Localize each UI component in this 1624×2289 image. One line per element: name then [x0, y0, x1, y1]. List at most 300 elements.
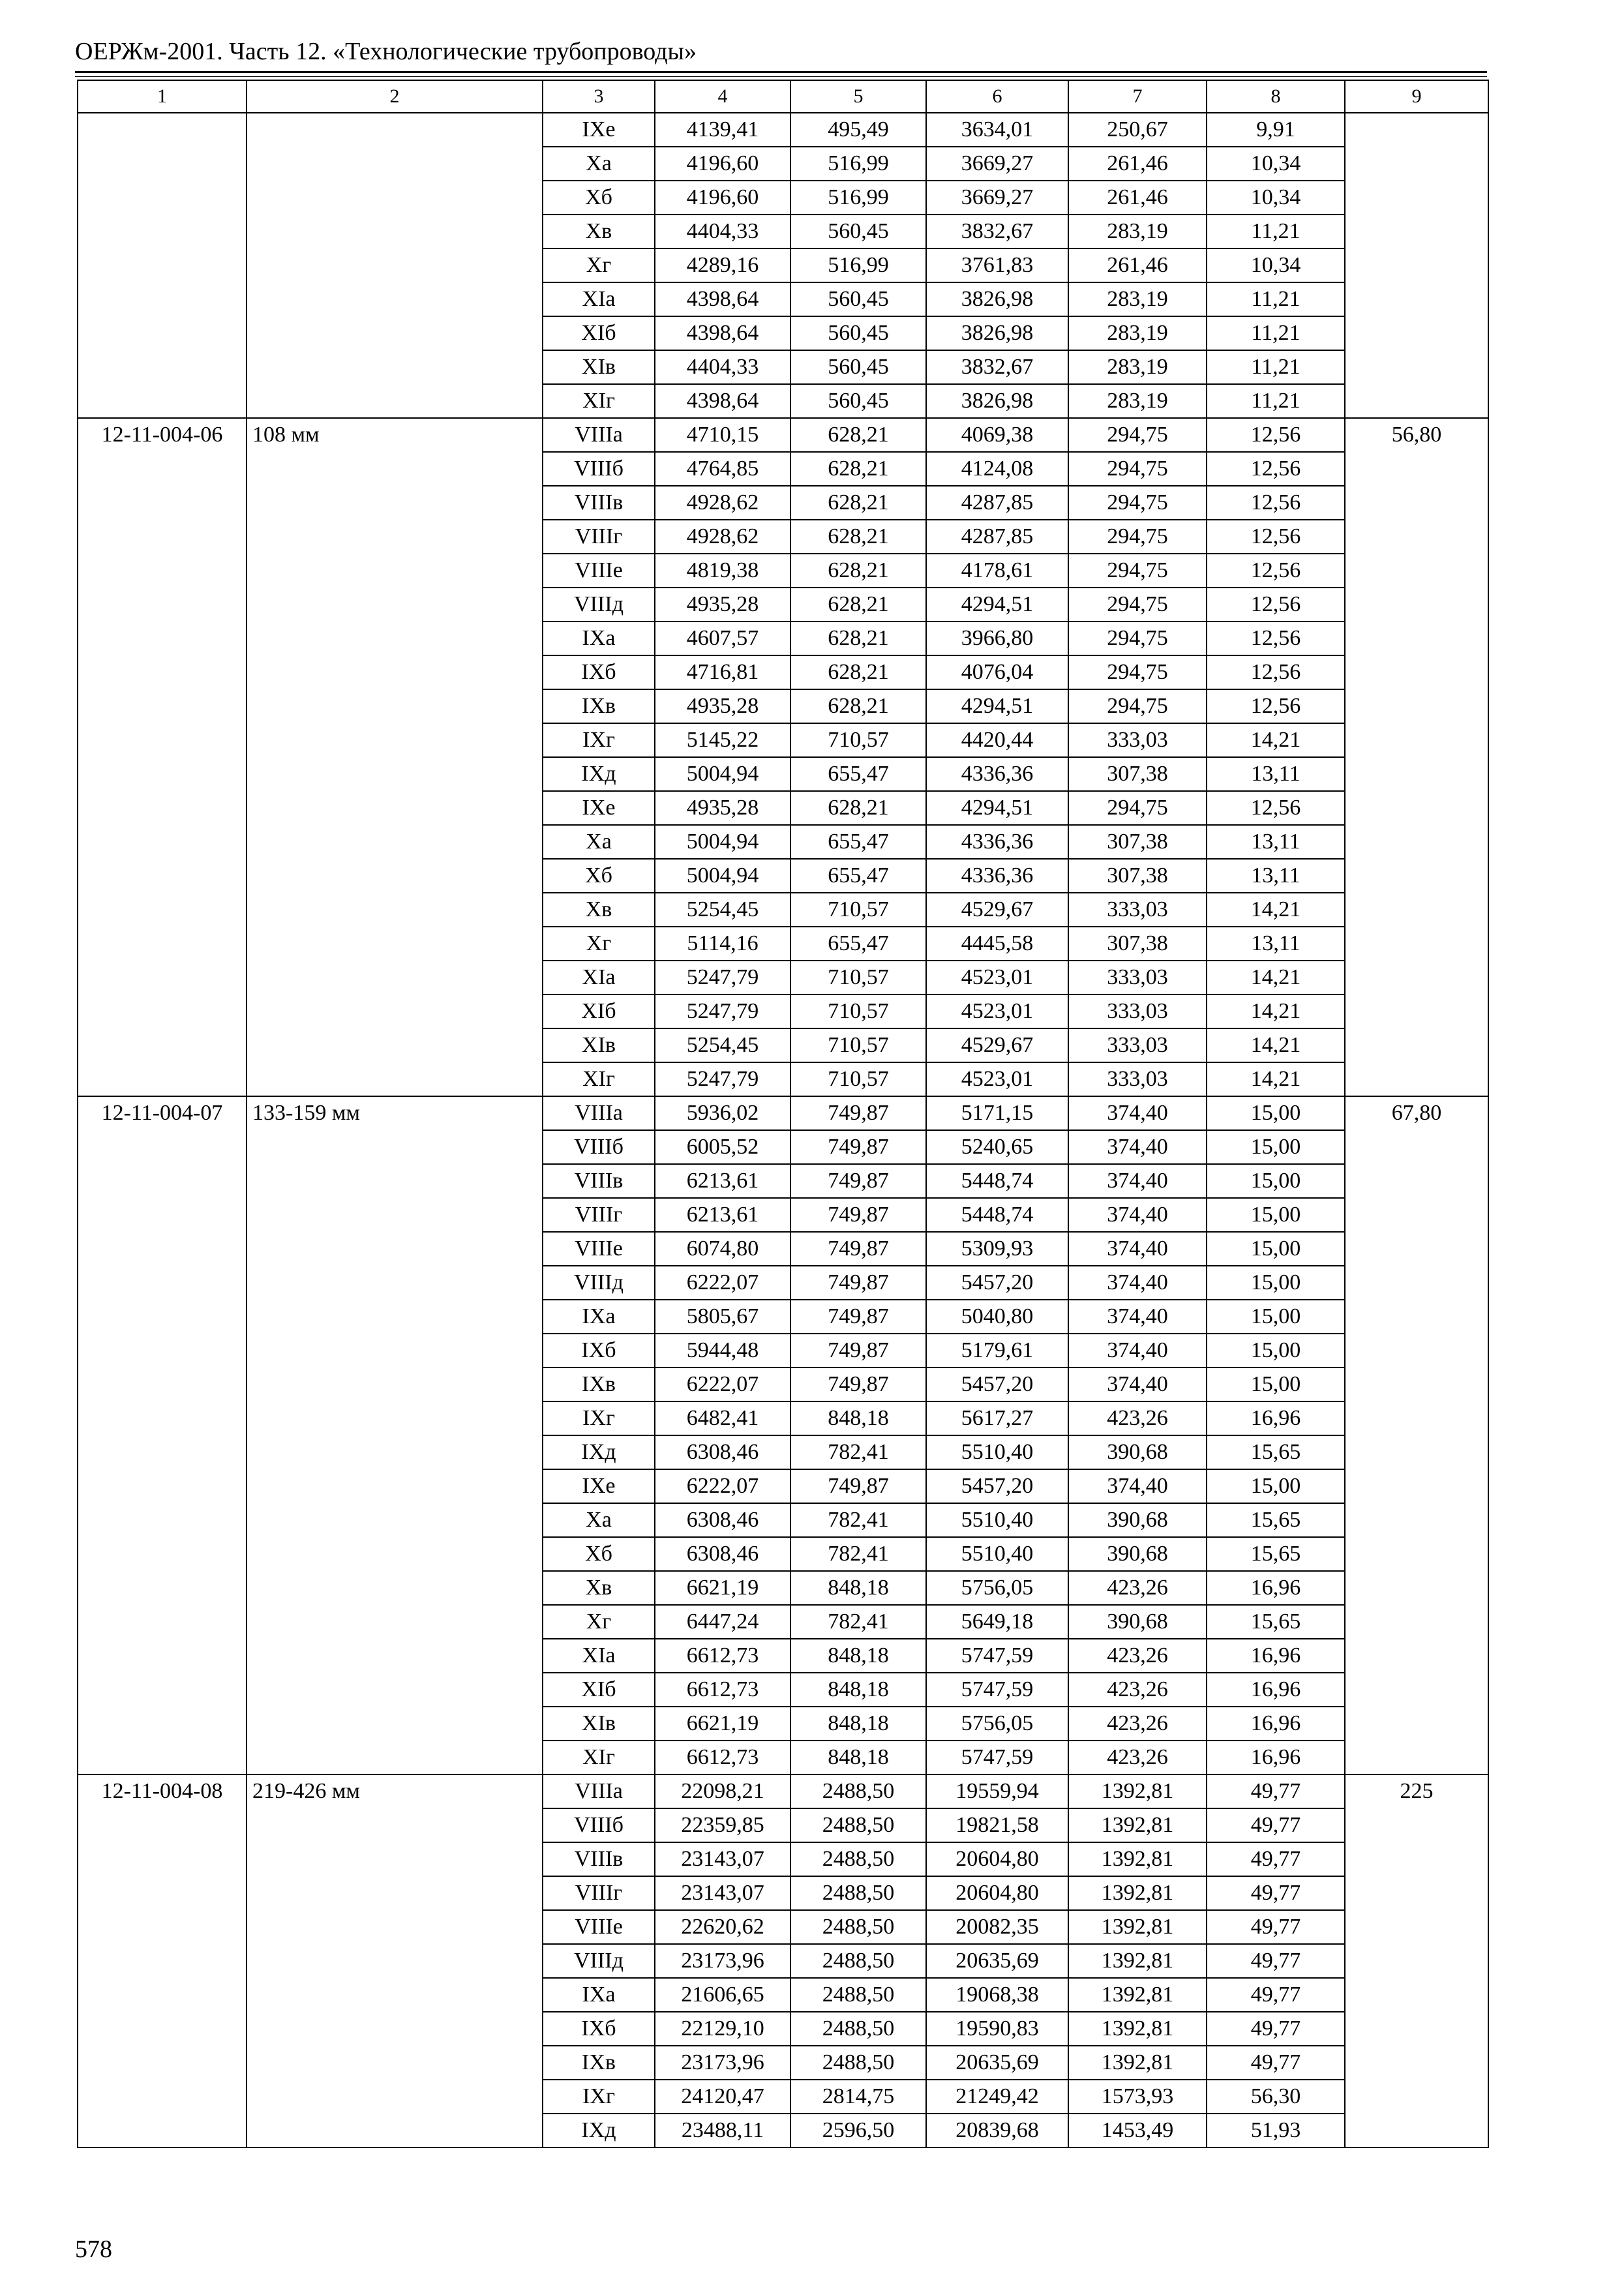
wages-cell: 655,47: [790, 825, 926, 859]
row-index-cell: VIIIв: [543, 1842, 655, 1876]
machines-cell: 307,38: [1068, 859, 1207, 893]
machines-cell: 333,03: [1068, 893, 1207, 927]
row-index-cell: VIIIб: [543, 1808, 655, 1842]
total-cost-cell: 5936,02: [655, 1096, 790, 1130]
row-index-cell: VIIIд: [543, 588, 655, 621]
labor-cell: 15,65: [1207, 1503, 1345, 1537]
machines-cell: 333,03: [1068, 961, 1207, 995]
materials-cell: 5756,05: [926, 1707, 1068, 1741]
materials-cell: 19821,58: [926, 1808, 1068, 1842]
total-cost-cell: 4819,38: [655, 554, 790, 588]
labor-cell: 16,96: [1207, 1571, 1345, 1605]
total-cost-cell: 5254,45: [655, 893, 790, 927]
row-index-cell: IXд: [543, 1435, 655, 1469]
labor-cell: 56,30: [1207, 2080, 1345, 2114]
column-number-header: 6: [926, 80, 1068, 113]
total-cost-cell: 4398,64: [655, 384, 790, 418]
total-cost-cell: 5004,94: [655, 859, 790, 893]
labor-cell: 12,56: [1207, 418, 1345, 452]
machines-cell: 294,75: [1068, 486, 1207, 520]
labor-cell: 16,96: [1207, 1639, 1345, 1673]
machines-cell: 307,38: [1068, 757, 1207, 791]
labor-cell: 13,11: [1207, 757, 1345, 791]
machines-cell: 333,03: [1068, 995, 1207, 1028]
item-mass-cell: 56,80: [1345, 418, 1488, 1096]
labor-cell: 12,56: [1207, 486, 1345, 520]
column-number-header: 8: [1207, 80, 1345, 113]
labor-cell: 51,93: [1207, 2114, 1345, 2147]
total-cost-cell: 5247,79: [655, 995, 790, 1028]
wages-cell: 749,87: [790, 1198, 926, 1232]
wages-cell: 655,47: [790, 757, 926, 791]
row-index-cell: XIв: [543, 1028, 655, 1062]
machines-cell: 294,75: [1068, 554, 1207, 588]
labor-cell: 10,34: [1207, 181, 1345, 215]
materials-cell: 4287,85: [926, 520, 1068, 554]
row-index-cell: VIIIв: [543, 1164, 655, 1198]
wages-cell: 655,47: [790, 859, 926, 893]
wages-cell: 516,99: [790, 181, 926, 215]
wages-cell: 782,41: [790, 1435, 926, 1469]
machines-cell: 1392,81: [1068, 1944, 1207, 1978]
row-index-cell: IXг: [543, 723, 655, 757]
machines-cell: 1392,81: [1068, 1808, 1207, 1842]
row-index-cell: VIIIг: [543, 1198, 655, 1232]
total-cost-cell: 4289,16: [655, 248, 790, 282]
materials-cell: 5040,80: [926, 1300, 1068, 1334]
machines-cell: 390,68: [1068, 1537, 1207, 1571]
labor-cell: 15,00: [1207, 1334, 1345, 1368]
materials-cell: 20604,80: [926, 1876, 1068, 1910]
row-index-cell: VIIIа: [543, 1774, 655, 1808]
wages-cell: 749,87: [790, 1469, 926, 1503]
row-index-cell: Xа: [543, 825, 655, 859]
row-index-cell: XIб: [543, 316, 655, 350]
wages-cell: 749,87: [790, 1266, 926, 1300]
machines-cell: 374,40: [1068, 1130, 1207, 1164]
labor-cell: 15,00: [1207, 1164, 1345, 1198]
machines-cell: 1392,81: [1068, 1978, 1207, 2012]
materials-cell: 5448,74: [926, 1198, 1068, 1232]
labor-cell: 49,77: [1207, 1876, 1345, 1910]
materials-cell: 3669,27: [926, 147, 1068, 181]
materials-cell: 4529,67: [926, 1028, 1068, 1062]
total-cost-cell: 4196,60: [655, 147, 790, 181]
machines-cell: 261,46: [1068, 248, 1207, 282]
materials-cell: 3826,98: [926, 384, 1068, 418]
wages-cell: 628,21: [790, 486, 926, 520]
wages-cell: 749,87: [790, 1130, 926, 1164]
materials-cell: 5510,40: [926, 1537, 1068, 1571]
wages-cell: 628,21: [790, 655, 926, 689]
total-cost-cell: 4607,57: [655, 621, 790, 655]
total-cost-cell: 4710,15: [655, 418, 790, 452]
wages-cell: 2488,50: [790, 1876, 926, 1910]
materials-cell: 4336,36: [926, 859, 1068, 893]
total-cost-cell: 6222,07: [655, 1469, 790, 1503]
machines-cell: 1392,81: [1068, 1842, 1207, 1876]
row-index-cell: Xг: [543, 1605, 655, 1639]
wages-cell: 710,57: [790, 893, 926, 927]
labor-cell: 15,00: [1207, 1266, 1345, 1300]
materials-cell: 4124,08: [926, 452, 1068, 486]
total-cost-cell: 4404,33: [655, 215, 790, 248]
materials-cell: 5171,15: [926, 1096, 1068, 1130]
row-index-cell: IXд: [543, 757, 655, 791]
materials-cell: 4294,51: [926, 791, 1068, 825]
wages-cell: 516,99: [790, 147, 926, 181]
total-cost-cell: 22098,21: [655, 1774, 790, 1808]
row-index-cell: XIг: [543, 1062, 655, 1096]
machines-cell: 294,75: [1068, 418, 1207, 452]
labor-cell: 16,96: [1207, 1673, 1345, 1707]
total-cost-cell: 5004,94: [655, 825, 790, 859]
machines-cell: 1392,81: [1068, 1774, 1207, 1808]
materials-cell: 5457,20: [926, 1469, 1068, 1503]
labor-cell: 15,00: [1207, 1368, 1345, 1401]
wages-cell: 848,18: [790, 1639, 926, 1673]
materials-cell: 21249,42: [926, 2080, 1068, 2114]
row-index-cell: IXв: [543, 1368, 655, 1401]
wages-cell: 516,99: [790, 248, 926, 282]
row-index-cell: Xв: [543, 215, 655, 248]
row-index-cell: XIб: [543, 1673, 655, 1707]
materials-cell: 4178,61: [926, 554, 1068, 588]
row-index-cell: VIIIе: [543, 1910, 655, 1944]
labor-cell: 49,77: [1207, 1910, 1345, 1944]
labor-cell: 14,21: [1207, 723, 1345, 757]
row-index-cell: Xв: [543, 893, 655, 927]
labor-cell: 15,00: [1207, 1469, 1345, 1503]
machines-cell: 294,75: [1068, 791, 1207, 825]
total-cost-cell: 6074,80: [655, 1232, 790, 1266]
machines-cell: 283,19: [1068, 282, 1207, 316]
labor-cell: 16,96: [1207, 1741, 1345, 1774]
machines-cell: 374,40: [1068, 1232, 1207, 1266]
machines-cell: 374,40: [1068, 1266, 1207, 1300]
labor-cell: 12,56: [1207, 621, 1345, 655]
labor-cell: 15,00: [1207, 1232, 1345, 1266]
machines-cell: 307,38: [1068, 825, 1207, 859]
materials-cell: 4445,58: [926, 927, 1068, 961]
table-row: [78, 1774, 1488, 1808]
labor-cell: 15,65: [1207, 1605, 1345, 1639]
machines-cell: 374,40: [1068, 1096, 1207, 1130]
wages-cell: 749,87: [790, 1164, 926, 1198]
wages-cell: 2596,50: [790, 2114, 926, 2147]
total-cost-cell: 4764,85: [655, 452, 790, 486]
wages-cell: 782,41: [790, 1605, 926, 1639]
wages-cell: 2488,50: [790, 2046, 926, 2080]
materials-cell: 5448,74: [926, 1164, 1068, 1198]
total-cost-cell: 6308,46: [655, 1435, 790, 1469]
item-name-cell: [247, 113, 543, 418]
labor-cell: 14,21: [1207, 1028, 1345, 1062]
labor-cell: 16,96: [1207, 1401, 1345, 1435]
row-index-cell: VIIIа: [543, 1096, 655, 1130]
materials-cell: 4523,01: [926, 995, 1068, 1028]
table-row: [78, 1096, 1488, 1130]
header-rule-thin: [75, 76, 1487, 77]
total-cost-cell: 24120,47: [655, 2080, 790, 2114]
wages-cell: 848,18: [790, 1707, 926, 1741]
row-index-cell: Xб: [543, 181, 655, 215]
row-index-cell: IXг: [543, 2080, 655, 2114]
row-index-cell: VIIIв: [543, 486, 655, 520]
total-cost-cell: 6222,07: [655, 1266, 790, 1300]
labor-cell: 14,21: [1207, 1062, 1345, 1096]
document-header: ОЕРЖм-2001. Часть 12. «Технологические трубопроводы»: [75, 38, 697, 65]
labor-cell: 15,65: [1207, 1537, 1345, 1571]
machines-cell: 261,46: [1068, 181, 1207, 215]
labor-cell: 12,56: [1207, 452, 1345, 486]
materials-cell: 5747,59: [926, 1673, 1068, 1707]
labor-cell: 12,56: [1207, 689, 1345, 723]
labor-cell: 11,21: [1207, 384, 1345, 418]
total-cost-cell: 5805,67: [655, 1300, 790, 1334]
wages-cell: 628,21: [790, 418, 926, 452]
labor-cell: 49,77: [1207, 1774, 1345, 1808]
column-number-header: 9: [1345, 80, 1488, 113]
machines-cell: 283,19: [1068, 316, 1207, 350]
wages-cell: 628,21: [790, 689, 926, 723]
wages-cell: 2488,50: [790, 2012, 926, 2046]
materials-cell: 5649,18: [926, 1605, 1068, 1639]
labor-cell: 16,96: [1207, 1707, 1345, 1741]
total-cost-cell: 23488,11: [655, 2114, 790, 2147]
machines-cell: 374,40: [1068, 1198, 1207, 1232]
wages-cell: 2488,50: [790, 1910, 926, 1944]
machines-cell: 283,19: [1068, 384, 1207, 418]
wages-cell: 560,45: [790, 316, 926, 350]
row-index-cell: Xа: [543, 1503, 655, 1537]
labor-cell: 10,34: [1207, 147, 1345, 181]
machines-cell: 261,46: [1068, 147, 1207, 181]
materials-cell: 3966,80: [926, 621, 1068, 655]
labor-cell: 49,77: [1207, 1978, 1345, 2012]
machines-cell: 333,03: [1068, 723, 1207, 757]
wages-cell: 749,87: [790, 1368, 926, 1401]
machines-cell: 423,26: [1068, 1401, 1207, 1435]
materials-cell: 4420,44: [926, 723, 1068, 757]
machines-cell: 374,40: [1068, 1164, 1207, 1198]
materials-cell: 5240,65: [926, 1130, 1068, 1164]
labor-cell: 12,56: [1207, 655, 1345, 689]
machines-cell: 294,75: [1068, 621, 1207, 655]
wages-cell: 710,57: [790, 723, 926, 757]
labor-cell: 15,00: [1207, 1130, 1345, 1164]
row-index-cell: XIа: [543, 961, 655, 995]
wages-cell: 848,18: [790, 1741, 926, 1774]
labor-cell: 14,21: [1207, 995, 1345, 1028]
materials-cell: 5617,27: [926, 1401, 1068, 1435]
machines-cell: 1392,81: [1068, 1876, 1207, 1910]
row-index-cell: Xг: [543, 927, 655, 961]
machines-cell: 423,26: [1068, 1673, 1207, 1707]
total-cost-cell: 6447,24: [655, 1605, 790, 1639]
labor-cell: 11,21: [1207, 316, 1345, 350]
row-index-cell: VIIIе: [543, 1232, 655, 1266]
total-cost-cell: 6612,73: [655, 1673, 790, 1707]
labor-cell: 12,56: [1207, 520, 1345, 554]
machines-cell: 390,68: [1068, 1435, 1207, 1469]
total-cost-cell: 22359,85: [655, 1808, 790, 1842]
machines-cell: 1392,81: [1068, 2046, 1207, 2080]
machines-cell: 333,03: [1068, 1028, 1207, 1062]
materials-cell: 3761,83: [926, 248, 1068, 282]
labor-cell: 49,77: [1207, 2046, 1345, 2080]
total-cost-cell: 6308,46: [655, 1503, 790, 1537]
row-index-cell: Xб: [543, 859, 655, 893]
materials-cell: 3832,67: [926, 350, 1068, 384]
wages-cell: 2814,75: [790, 2080, 926, 2114]
materials-cell: 20635,69: [926, 2046, 1068, 2080]
materials-cell: 4287,85: [926, 486, 1068, 520]
total-cost-cell: 6612,73: [655, 1639, 790, 1673]
labor-cell: 13,11: [1207, 825, 1345, 859]
column-number-header: 4: [655, 80, 790, 113]
machines-cell: 283,19: [1068, 350, 1207, 384]
item-mass-cell: 225: [1345, 1774, 1488, 2147]
total-cost-cell: 4398,64: [655, 316, 790, 350]
labor-cell: 49,77: [1207, 1842, 1345, 1876]
row-index-cell: IXв: [543, 2046, 655, 2080]
total-cost-cell: 5247,79: [655, 961, 790, 995]
materials-cell: 5747,59: [926, 1741, 1068, 1774]
labor-cell: 12,56: [1207, 791, 1345, 825]
total-cost-cell: 5145,22: [655, 723, 790, 757]
column-number-header: 1: [78, 80, 247, 113]
materials-cell: 5457,20: [926, 1368, 1068, 1401]
row-index-cell: XIб: [543, 995, 655, 1028]
total-cost-cell: 5004,94: [655, 757, 790, 791]
materials-cell: 20082,35: [926, 1910, 1068, 1944]
materials-cell: 3826,98: [926, 282, 1068, 316]
machines-cell: 294,75: [1068, 520, 1207, 554]
total-cost-cell: 6213,61: [655, 1164, 790, 1198]
labor-cell: 49,77: [1207, 2012, 1345, 2046]
row-index-cell: IXб: [543, 2012, 655, 2046]
total-cost-cell: 4935,28: [655, 588, 790, 621]
row-index-cell: XIа: [543, 1639, 655, 1673]
item-mass-cell: [1345, 113, 1488, 418]
total-cost-cell: 4139,41: [655, 113, 790, 147]
wages-cell: 782,41: [790, 1537, 926, 1571]
wages-cell: 710,57: [790, 961, 926, 995]
total-cost-cell: 6308,46: [655, 1537, 790, 1571]
wages-cell: 560,45: [790, 350, 926, 384]
column-header-row: [78, 80, 1488, 113]
machines-cell: 294,75: [1068, 588, 1207, 621]
wages-cell: 710,57: [790, 995, 926, 1028]
wages-cell: 782,41: [790, 1503, 926, 1537]
labor-cell: 15,00: [1207, 1300, 1345, 1334]
row-index-cell: IXв: [543, 689, 655, 723]
materials-cell: 4294,51: [926, 588, 1068, 621]
wages-cell: 560,45: [790, 384, 926, 418]
row-index-cell: Xб: [543, 1537, 655, 1571]
wages-cell: 628,21: [790, 520, 926, 554]
total-cost-cell: 23173,96: [655, 1944, 790, 1978]
labor-cell: 13,11: [1207, 927, 1345, 961]
wages-cell: 628,21: [790, 791, 926, 825]
wages-cell: 749,87: [790, 1334, 926, 1368]
row-index-cell: VIIIд: [543, 1944, 655, 1978]
column-number-header: 7: [1068, 80, 1207, 113]
item-mass-cell: 67,80: [1345, 1096, 1488, 1774]
header-rule-thick: [75, 71, 1487, 73]
row-index-cell: IXг: [543, 1401, 655, 1435]
labor-cell: 12,56: [1207, 554, 1345, 588]
labor-cell: 11,21: [1207, 350, 1345, 384]
machines-cell: 374,40: [1068, 1469, 1207, 1503]
machines-cell: 250,67: [1068, 113, 1207, 147]
row-index-cell: IXд: [543, 2114, 655, 2147]
materials-cell: 3634,01: [926, 113, 1068, 147]
row-index-cell: VIIIб: [543, 1130, 655, 1164]
total-cost-cell: 4404,33: [655, 350, 790, 384]
total-cost-cell: 5114,16: [655, 927, 790, 961]
column-number-header: 3: [543, 80, 655, 113]
total-cost-cell: 23143,07: [655, 1876, 790, 1910]
column-number-header: 5: [790, 80, 926, 113]
materials-cell: 4523,01: [926, 1062, 1068, 1096]
row-index-cell: IXа: [543, 1300, 655, 1334]
machines-cell: 423,26: [1068, 1639, 1207, 1673]
row-index-cell: VIIIб: [543, 452, 655, 486]
total-cost-cell: 5254,45: [655, 1028, 790, 1062]
labor-cell: 14,21: [1207, 893, 1345, 927]
wages-cell: 628,21: [790, 621, 926, 655]
labor-cell: 15,00: [1207, 1096, 1345, 1130]
column-number-header: 2: [247, 80, 543, 113]
materials-cell: 19590,83: [926, 2012, 1068, 2046]
materials-cell: 5309,93: [926, 1232, 1068, 1266]
row-index-cell: IXа: [543, 621, 655, 655]
row-index-cell: IXб: [543, 655, 655, 689]
labor-cell: 11,21: [1207, 215, 1345, 248]
wages-cell: 848,18: [790, 1673, 926, 1707]
materials-cell: 20635,69: [926, 1944, 1068, 1978]
total-cost-cell: 23143,07: [655, 1842, 790, 1876]
wages-cell: 2488,50: [790, 1978, 926, 2012]
row-index-cell: Xв: [543, 1571, 655, 1605]
total-cost-cell: 4935,28: [655, 791, 790, 825]
materials-cell: 19559,94: [926, 1774, 1068, 1808]
wages-cell: 710,57: [790, 1062, 926, 1096]
wages-cell: 2488,50: [790, 1944, 926, 1978]
wages-cell: 628,21: [790, 588, 926, 621]
total-cost-cell: 6621,19: [655, 1707, 790, 1741]
row-index-cell: VIIIд: [543, 1266, 655, 1300]
wages-cell: 2488,50: [790, 1774, 926, 1808]
total-cost-cell: 22620,62: [655, 1910, 790, 1944]
materials-cell: 5510,40: [926, 1503, 1068, 1537]
machines-cell: 1392,81: [1068, 2012, 1207, 2046]
row-index-cell: XIв: [543, 1707, 655, 1741]
materials-cell: 4336,36: [926, 757, 1068, 791]
total-cost-cell: 4398,64: [655, 282, 790, 316]
row-index-cell: IXб: [543, 1334, 655, 1368]
machines-cell: 374,40: [1068, 1334, 1207, 1368]
total-cost-cell: 6612,73: [655, 1741, 790, 1774]
materials-cell: 5747,59: [926, 1639, 1068, 1673]
page-number: 578: [75, 2236, 112, 2263]
total-cost-cell: 6621,19: [655, 1571, 790, 1605]
materials-cell: 5457,20: [926, 1266, 1068, 1300]
row-index-cell: VIIIг: [543, 1876, 655, 1910]
item-name-cell: 133-159 мм: [247, 1096, 543, 1774]
